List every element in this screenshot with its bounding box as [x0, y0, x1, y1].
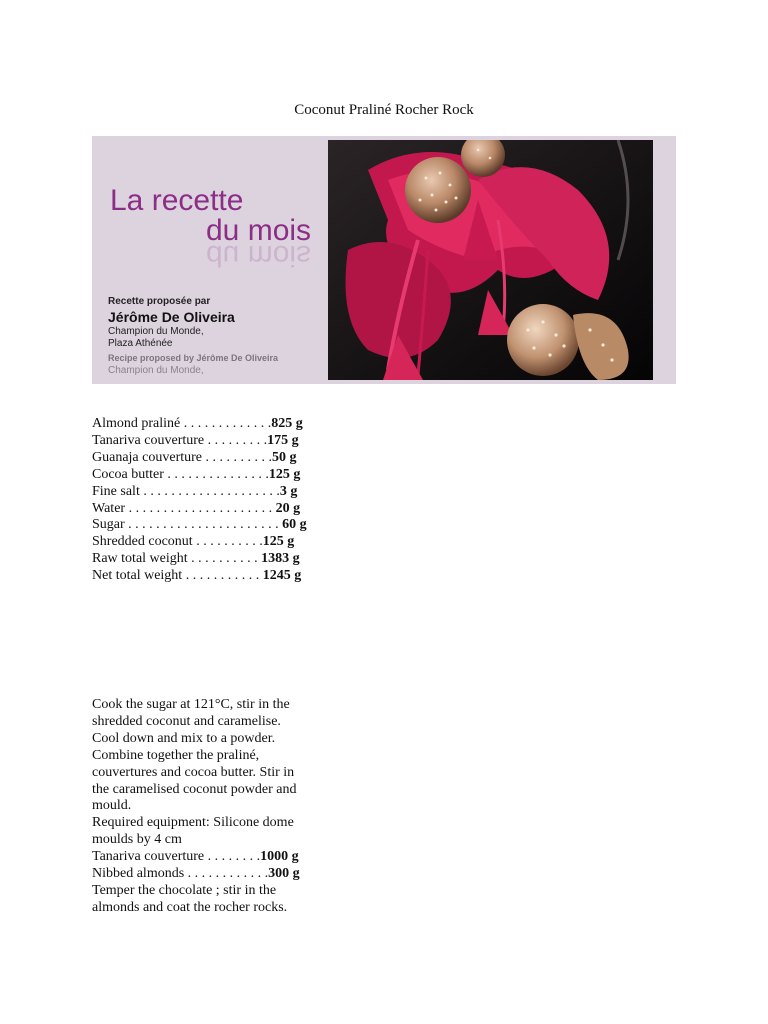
method-text — [92, 697, 300, 849]
ingredient-row — [92, 501, 307, 518]
ingredient-label: Raw total weight . . . . . . . . . . — [92, 551, 262, 567]
ingredient-row — [92, 484, 307, 501]
ingredient-label: Shredded coconut . . . . . . . . . . — [92, 534, 263, 550]
chef-title-english: Champion du Monde, — [108, 365, 204, 376]
rocher-photo-illustration — [328, 140, 653, 380]
method-line: Combine together the praliné, — [92, 747, 260, 763]
ingredient-label: Water . . . . . . . . . . . . . . . . . . . . . — [92, 500, 276, 516]
ingredient-quantity: 175 g — [267, 432, 299, 448]
ingredient-label: Net total weight . . . . . . . . . . . — [92, 568, 263, 584]
coating-row — [92, 849, 300, 866]
banner-heading-line1: La recette — [110, 184, 244, 217]
ingredient-label: Cocoa butter . . . . . . . . . . . . . . . — [92, 466, 269, 482]
method-line: the caramelised coconut powder and — [92, 781, 297, 797]
ingredient-quantity: 125 g — [262, 534, 295, 550]
page-title: Coconut Praliné Rocher Rock — [294, 102, 474, 118]
method-line: Cool down and mix to a powder. — [92, 730, 276, 746]
ingredient-quantity: 825 g — [271, 416, 303, 431]
rocher-photo — [328, 140, 653, 380]
coating-row — [92, 866, 300, 883]
recipe-banner — [92, 136, 676, 384]
coating-ingredient-list — [92, 849, 300, 883]
method-section — [92, 697, 300, 917]
ingredient-quantity: 1000 g — [260, 849, 299, 865]
ingredient-label: Tanariva couverture . . . . . . . . . — [92, 432, 268, 448]
banner-text-panel — [92, 136, 328, 384]
banner-heading-line2: du mois — [206, 214, 312, 247]
ingredient-list — [92, 416, 307, 585]
ingredient-quantity: 50 g — [272, 449, 297, 465]
ingredient-label: Almond praliné . . . . . . . . . . . . . — [92, 416, 272, 431]
ingredient-row — [92, 551, 307, 568]
chef-title-line1: Champion du Monde, — [108, 326, 204, 337]
method-line: couvertures and cocoa butter. Stir in — [92, 764, 295, 780]
method-line: mould. — [92, 798, 132, 814]
ingredient-quantity: 1245 g — [262, 568, 302, 584]
method-line: shredded coconut and caramelise. — [92, 713, 281, 729]
ingredient-row — [92, 416, 307, 433]
ingredient-row — [92, 534, 307, 551]
banner-heading-reflection: du mois — [206, 239, 312, 272]
coating-method-text — [92, 883, 300, 917]
coating-method-line: Temper the chocolate ; stir in the — [92, 882, 277, 898]
ingredient-quantity: 20 g — [275, 500, 301, 516]
proposed-by-label: Recette proposée par — [108, 296, 211, 307]
ingredient-row — [92, 433, 307, 450]
ingredient-label: Guanaja couverture . . . . . . . . . . — [92, 449, 272, 465]
ingredient-row — [92, 517, 307, 534]
ingredient-label: Nibbed almonds . . . . . . . . . . . . — [92, 866, 269, 882]
chef-title-line2: Plaza Athénée — [108, 338, 173, 349]
ingredient-row — [92, 450, 307, 467]
ingredient-quantity: 125 g — [268, 466, 301, 482]
proposed-by-english: Recipe proposed by Jérôme De Oliveira — [108, 353, 279, 363]
method-line: Cook the sugar at 121°C, stir in the — [92, 697, 290, 712]
chef-title — [108, 326, 204, 350]
method-line: Required equipment: Silicone dome — [92, 815, 294, 831]
ingredient-row — [92, 568, 307, 585]
ingredient-label: Tanariva couverture . . . . . . . . — [92, 849, 261, 865]
ingredient-label: Fine salt . . . . . . . . . . . . . . . . . . . . — [92, 483, 280, 499]
method-line: moulds by 4 cm — [92, 832, 182, 848]
coating-method-line: almonds and coat the rocher rocks. — [92, 899, 288, 915]
ingredient-label: Sugar . . . . . . . . . . . . . . . . . . . . . . — [92, 517, 283, 533]
ingredient-quantity: 3 g — [279, 483, 298, 499]
ingredient-row — [92, 467, 307, 484]
ingredient-quantity: 60 g — [282, 517, 307, 533]
chef-name: Jérôme De Oliveira — [108, 309, 235, 325]
ingredient-quantity: 1383 g — [261, 551, 300, 567]
ingredient-quantity: 300 g — [268, 866, 300, 882]
